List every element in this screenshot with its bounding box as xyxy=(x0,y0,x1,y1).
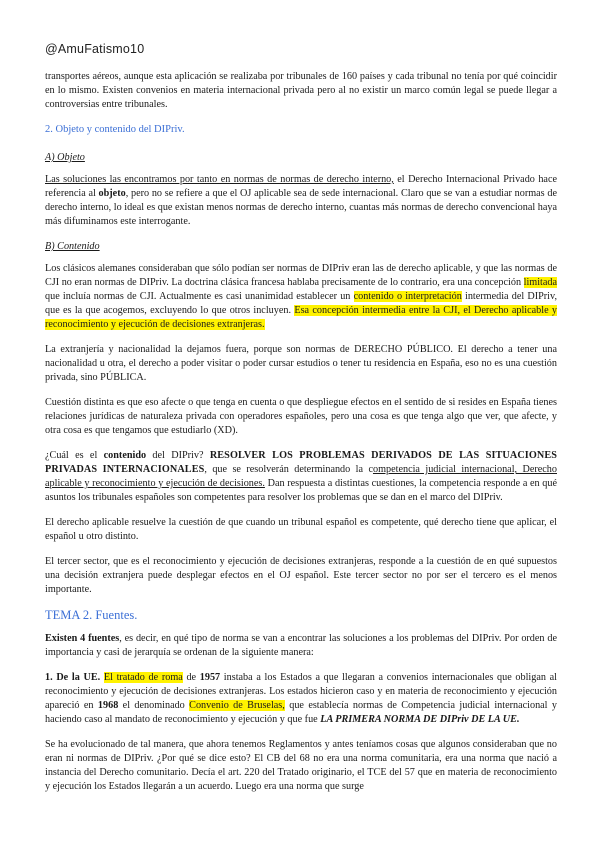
text-run: , es decir, en qué tipo de norma se van a encontrar las soluciones a los problemas del DIPriv. Por orden de importancia y casi de jerarquía se ordenan de la siguiente manera: xyxy=(45,633,557,658)
bold-term: Existen 4 fuentes xyxy=(45,633,120,644)
text-run: Dan respuesta a distintas cuestiones, la competencia responde a en qué asuntos los tribunales españoles son competentes para resolver los problemas que se dan en el marco del DIPriv. xyxy=(45,478,557,503)
paragraph-cuestion: Cuestión distinta es que eso afecte o que tenga en cuenta o que despliegue efectos en el sentido de si resides en España tienes relaciones jurídicas de naturaleza privada con operadores españoles, pero una cosa es que tenga algo que ver, que afecte, y otra cosa es que tengamos que estudiarlo (XD). xyxy=(45,397,557,436)
subheading-contenido: B) Contenido xyxy=(45,241,100,252)
tema-heading: TEMA 2. Fuentes. xyxy=(45,608,138,622)
highlighted-text: contenido o interpretación xyxy=(353,291,462,302)
paragraph-extranjeria: La extranjería y nacionalidad la dejamos fuera, porque son normas de DERECHO PÚBLICO. El derecho a tener una nacionalidad u otra, el derecho a poder visitar o poder cursar estudios o tener tu residencia en España, eso no es una cuestión privada, sino PÚBLICA. xyxy=(45,344,557,383)
underlined-text: ompetencia judicial internacional, Derecho aplicable y reconocimiento y ejecución de decisiones. xyxy=(45,464,557,489)
section-heading-objeto: 2. Objeto y contenido del DIPriv. xyxy=(45,124,185,135)
highlighted-text: Convenio de Bruselas, xyxy=(189,700,285,711)
highlighted-text: Esa concepción intermedia entre la CJI, el Derecho aplicable y reconocimiento y ejecución de decisiones extranjeras. xyxy=(45,305,558,330)
text-run: del DIPriv? xyxy=(146,450,210,461)
text-run: el Derecho Internacional Privado hace referencia al xyxy=(45,174,557,199)
paragraph-fuentes xyxy=(45,632,557,660)
underlined-text: Las soluciones las encontramos por tanto en normas de normas de derecho interno, xyxy=(45,174,394,185)
subheading-objeto: A) Objeto xyxy=(45,152,85,163)
text-run: ¿Cuál es el xyxy=(45,450,104,461)
text-run: el denominado xyxy=(118,700,190,711)
text-run: intermedia del DIPriv, que es la que acogemos, excluyendo lo que otros incluyen. xyxy=(45,291,557,316)
author-handle: @AmuFatismo10 xyxy=(45,42,145,56)
paragraph-tercer-sector: El tercer sector, que es el reconocimiento y ejecución de decisiones extranjeras, responde a la cuestión de en qué supuestos una decisión extranjera puede desplegar efectos en el OJ español. Este tercer sector no por ser el tercero es el menos importante. xyxy=(45,556,557,595)
text-run: de xyxy=(182,672,200,683)
paragraph-derecho-aplicable: El derecho aplicable resuelve la cuestión de que cuando un tribunal español es competente, qué derecho tiene que aplicar, el español u otro distinto. xyxy=(45,517,557,542)
paragraph-intro: transportes aéreos, aunque esta aplicación se realizaba por tribunales de 160 países y cada tribunal no tenía por qué coincidir en lo mismo. Existen convenios en materia internacional privada pero al no existir un marco común legal se puede llegar a controversias entre tribunales. xyxy=(45,71,557,110)
text-run: Los clásicos alemanes consideraban que sólo podían ser normas de DIPriv eran las de derecho aplicable, y que las normas de CJI no eran normas de DIPriv. La doctrina clásica francesa hablaba precisamente de lo contrario, era una concepción xyxy=(45,263,557,288)
text-run: , pero no se refiere a que el OJ aplicable sea de sede internacional. Claro que se van a estudiar normas de derecho interno, lo ideal es que existan menos normas de derecho interno, cuantas más normas de derecho convencional haya más difuminamos este interrogante. xyxy=(45,188,557,227)
bold-term: contenido xyxy=(103,450,147,461)
paragraph-cual-contenido xyxy=(45,449,557,505)
highlighted-text: El tratado de roma xyxy=(103,672,183,683)
text-run: instaba a los Estados a que llegaran a convenios internacionales que obligan al reconocimiento y ejecución de decisiones extranjeras. Los estados hicieron caso y en materia de reconocimiento y ejecución apareció en xyxy=(45,672,558,711)
bold-term: 1957 xyxy=(199,672,221,683)
document-body xyxy=(45,70,557,805)
paragraph-contenido xyxy=(45,262,557,332)
text-run: que incluía normas de CJI. Actualmente es casi unanimidad establecer un xyxy=(45,291,354,302)
paragraph-ue xyxy=(45,671,557,727)
text-run: que establecía normas de Competencia judicial internacional y haciendo caso al mandato de reconocimiento y ejecución y que fue xyxy=(45,700,557,725)
paragraph-objeto xyxy=(45,173,557,229)
paragraph-evolucion: Se ha evolucionado de tal manera, que ahora tenemos Reglamentos y antes teníamos cosas que algunos consideraban que no eran ni normas de DIPriv. ¿Por qué se dice esto? El CB del 68 no era una norma comunitaria, era una norma que nació a instancia del Derecho comunitario. Decía el art. 220 del Tratado originario, el TCE del 57 que en materia de reconocimiento y ejecución los Estados llegarán a un acuerdo. Luego era una norma que surge xyxy=(45,739,557,792)
bold-term: 1968 xyxy=(97,700,119,711)
text-run: , que se resolverán determinando la c xyxy=(204,464,373,475)
bold-term: objeto xyxy=(98,188,126,199)
highlighted-text: limitada xyxy=(523,277,557,288)
bold-caps-text: RESOLVER LOS PROBLEMAS DERIVADOS DE LAS SITUACIONES PRIVADAS INTERNACIONALES xyxy=(45,450,557,475)
bold-caps-text: LA PRIMERA NORMA DE DIPriv DE LA UE. xyxy=(320,714,520,725)
bold-term: 1. De la UE. xyxy=(45,672,101,683)
